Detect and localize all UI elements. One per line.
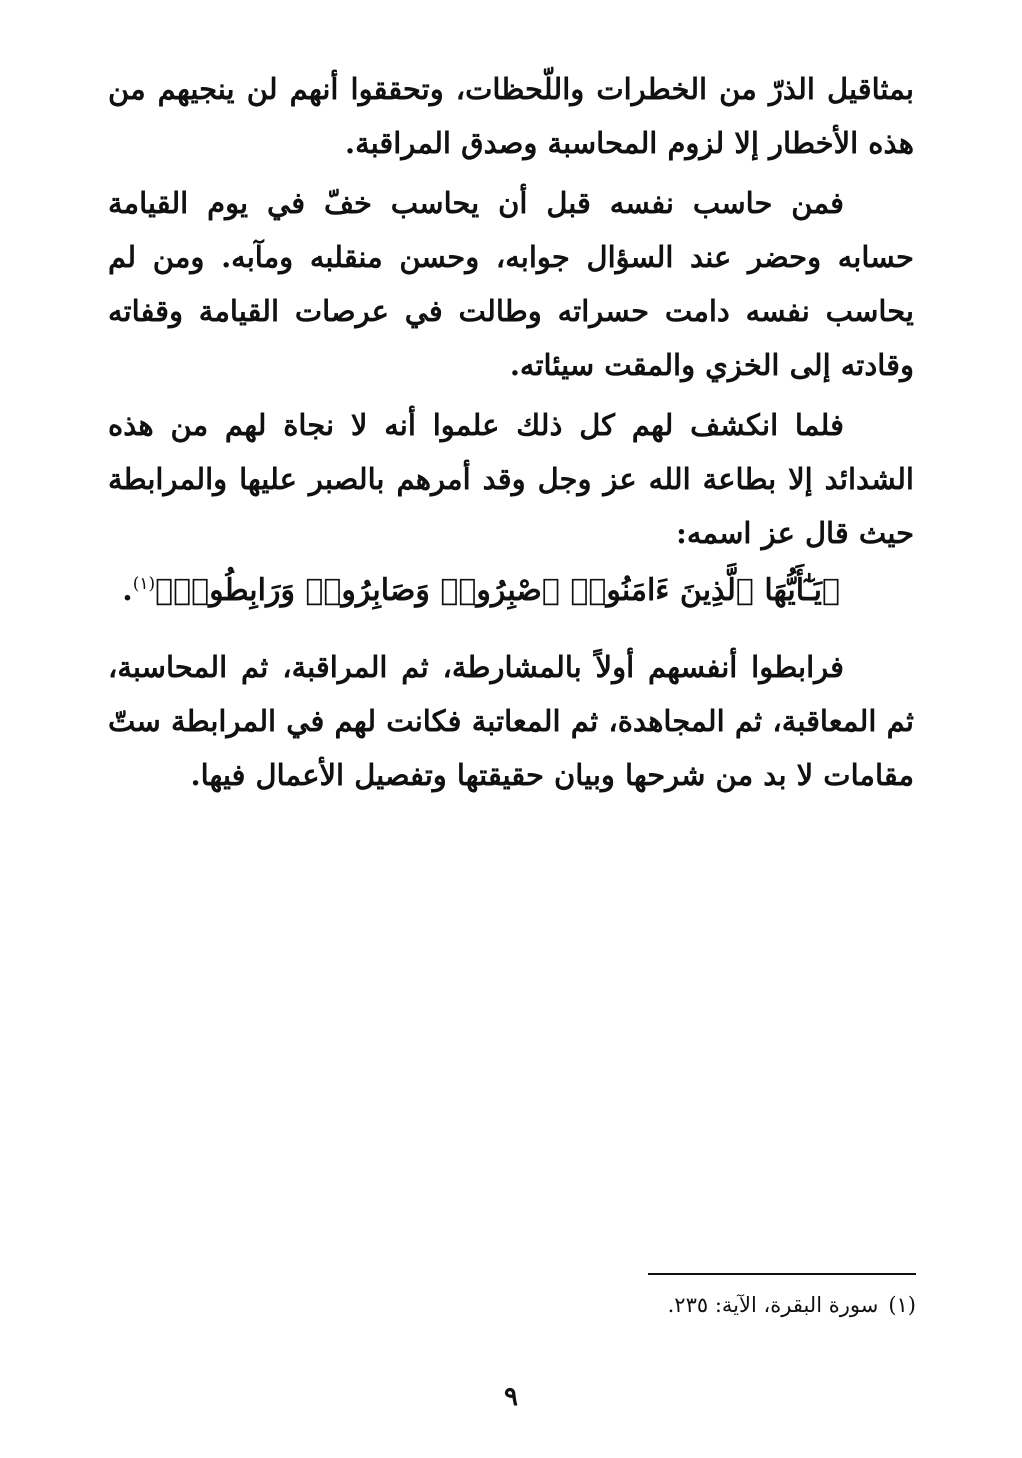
paragraph-2 <box>108 176 914 392</box>
page-number: ٩ <box>504 1382 518 1412</box>
paragraph-1 <box>108 62 914 170</box>
footnote-divider <box>648 1273 916 1275</box>
verse-footnote-ref: (١) <box>132 574 156 594</box>
paragraph-4-text: فرابطوا أنفسهم أولاً بالمشارطة، ثم المراقبة، ثم المحاسبة، ثم المعاقبة، ثم المجاهدة، ثم المعاتبة فكانت لهم في المرابطة ستّ مقامات لا بد من شرحها وبيان حقيقتها وتفصيل الأعمال فيها. <box>108 650 914 792</box>
paragraph-2-text: فمن حاسب نفسه قبل أن يحاسب خفّ في يوم القيامة حسابه وحضر عند السؤال جوابه، وحسن منقلبه ومآبه. ومن لم يحاسب نفسه دامت حسراته وطالت في عرصات القيامة وقفاته وقادته إلى الخزي والمقت سيئاته. <box>108 186 914 382</box>
footnote-text: سورة البقرة، الآية: ٢٣٥. <box>667 1293 879 1317</box>
paragraph-4 <box>108 640 914 802</box>
paragraph-1-text: بمثاقيل الذرّ من الخطرات واللّحظات، وتحققوا أنهم لن ينجيهم من هذه الأخطار إلا لزوم المحاسبة وصدق المراقبة. <box>108 72 914 160</box>
footnote <box>560 1290 916 1320</box>
paragraph-3-text: فلما انكشف لهم كل ذلك علموا أنه لا نجاة لهم من هذه الشدائد إلا بطاعة الله عز وجل وقد أمرهم بالصبر عليها والمرابطة حيث قال عز اسمه: <box>108 408 914 550</box>
footnote-number: (١) <box>888 1293 916 1317</box>
quran-verse <box>122 562 840 613</box>
verse-end-mark: . <box>122 573 133 608</box>
verse-open-bracket: ﴿ <box>821 573 840 608</box>
verse-close-bracket: ﴾ <box>155 573 174 608</box>
verse-text: يَـٰٓأَيُّهَا ٱلَّذِينَ ءَامَنُوا۟ ٱصْبِرُوا۟ وَصَابِرُوا۟ وَرَابِطُوا۟ <box>173 573 822 608</box>
paragraph-3 <box>108 398 914 560</box>
